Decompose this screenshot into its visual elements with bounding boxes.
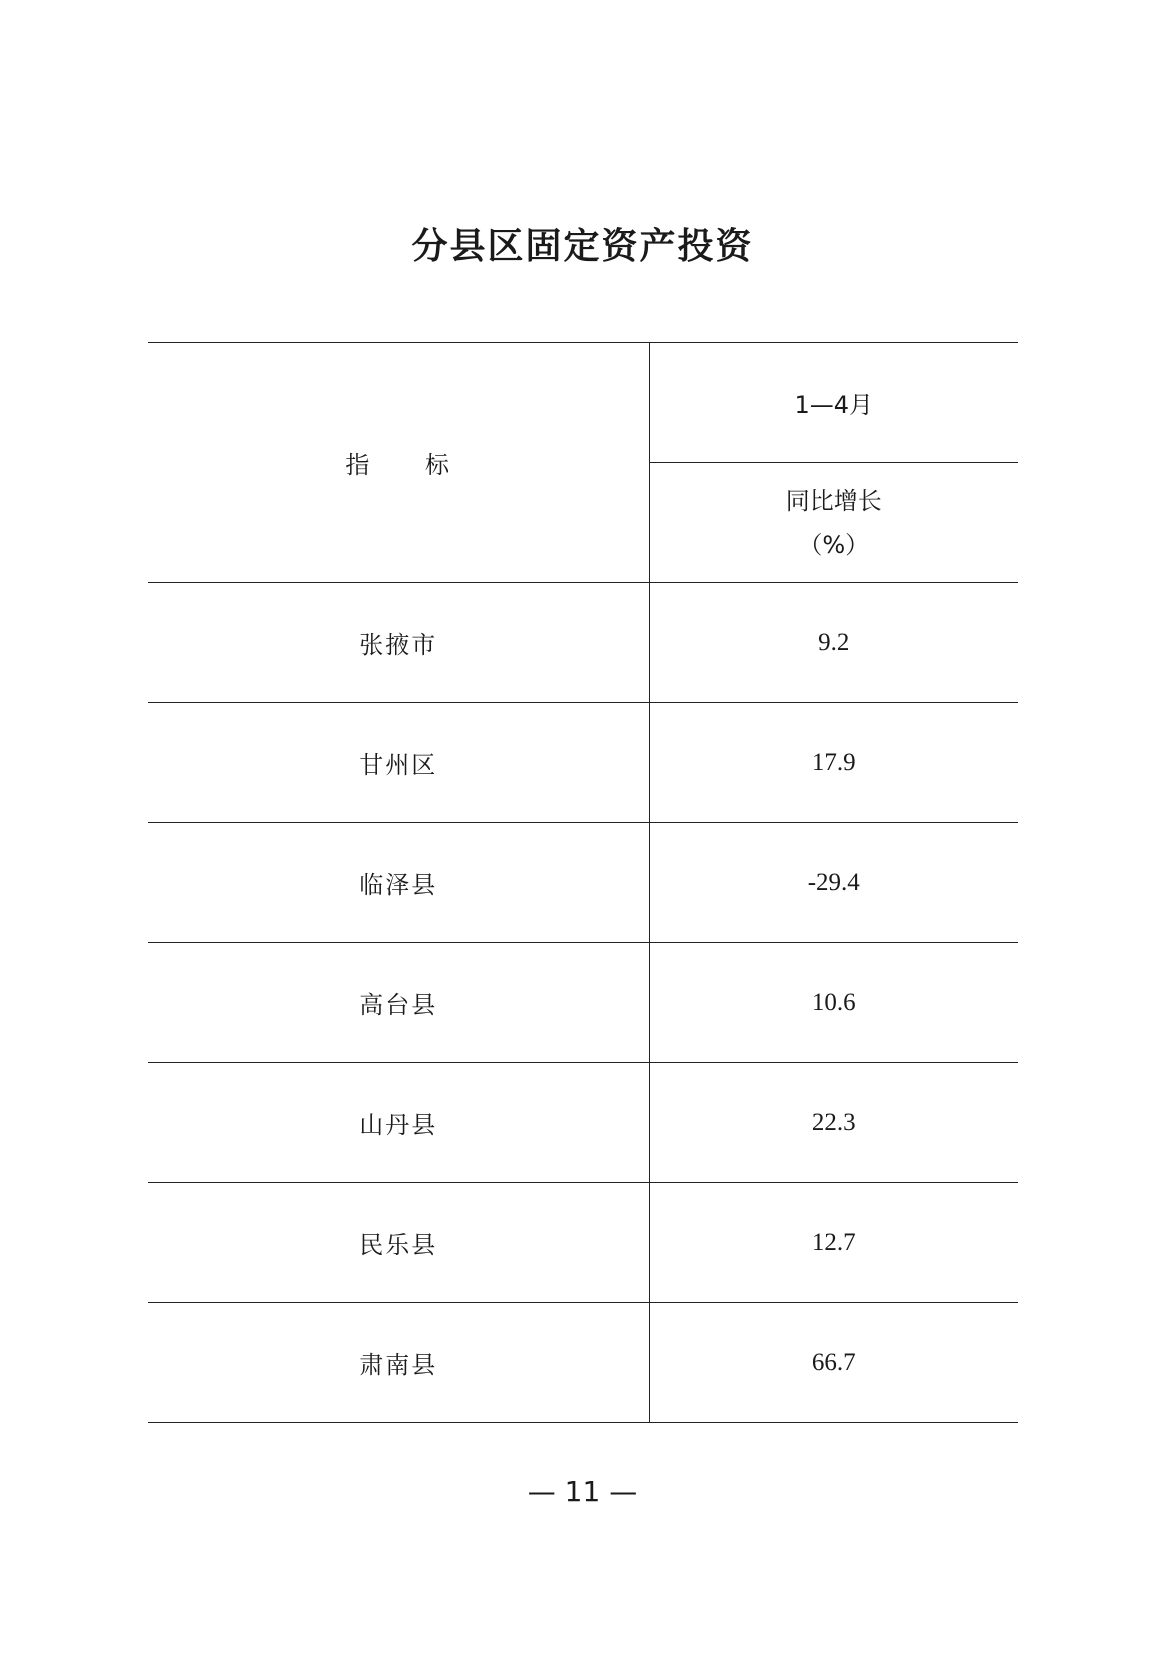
table-row (148, 1183, 1018, 1303)
table-row (148, 1063, 1018, 1183)
growth-value: 9.2 (649, 583, 1018, 703)
growth-header-label: 同比增长 (785, 486, 882, 515)
investment-table (148, 342, 1018, 1423)
region-name: 肃南县 (148, 1303, 649, 1423)
region-name: 民乐县 (148, 1183, 649, 1303)
growth-value: 22.3 (649, 1063, 1018, 1183)
growth-header (649, 463, 1018, 583)
growth-value: 10.6 (649, 943, 1018, 1063)
table-row (148, 703, 1018, 823)
table-row (148, 583, 1018, 703)
table-row (148, 943, 1018, 1063)
page-number: — 11 — (527, 1475, 638, 1508)
region-name: 高台县 (148, 943, 649, 1063)
growth-value: 66.7 (649, 1303, 1018, 1423)
table-row (148, 823, 1018, 943)
growth-header-unit: （%） (798, 530, 870, 559)
table-header-row (148, 343, 1018, 463)
region-name: 山丹县 (148, 1063, 649, 1183)
indicator-header (148, 343, 649, 583)
page-title: 分县区固定资产投资 (411, 226, 754, 267)
region-name: 张掖市 (148, 583, 649, 703)
indicator-header-label: 指 标 (345, 451, 452, 479)
growth-value: 12.7 (649, 1183, 1018, 1303)
table-row (148, 1303, 1018, 1423)
period-header: 1—4月 (649, 343, 1018, 463)
growth-value: 17.9 (649, 703, 1018, 823)
region-name: 临泽县 (148, 823, 649, 943)
region-name: 甘州区 (148, 703, 649, 823)
growth-value: -29.4 (649, 823, 1018, 943)
